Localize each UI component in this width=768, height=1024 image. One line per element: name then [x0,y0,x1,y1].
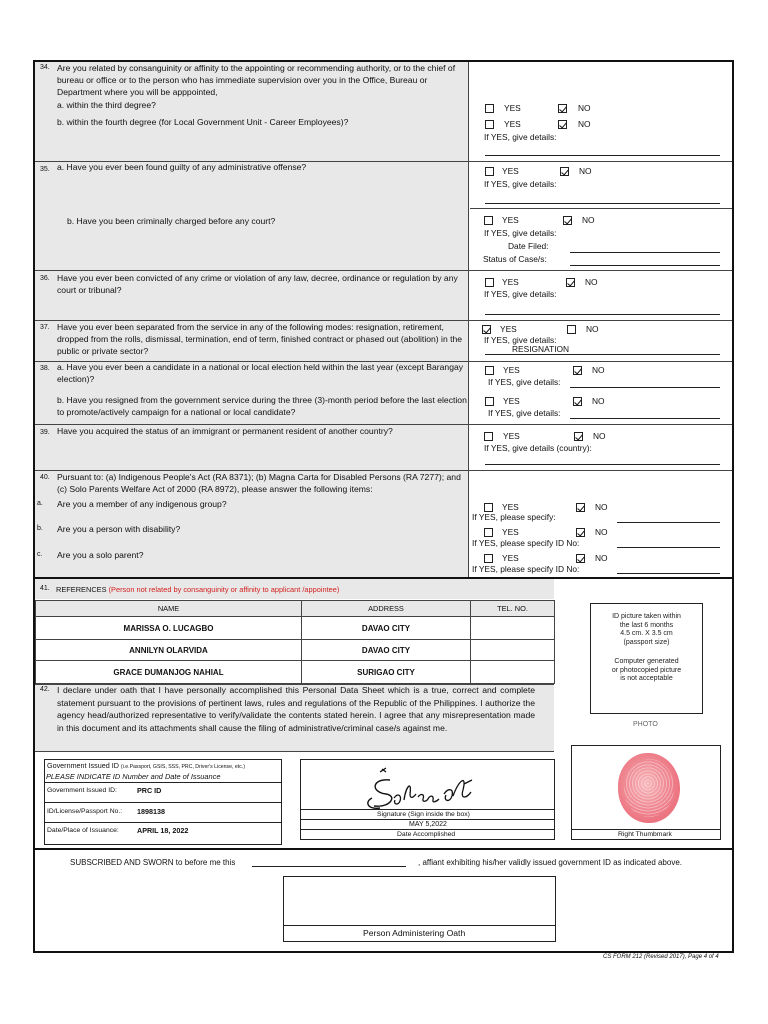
q42-number: 42. [40,686,50,693]
q39-no-checkbox[interactable] [574,432,583,441]
photo-instr-7: is not acceptable [620,675,673,682]
divider [44,782,282,783]
q40-a-text: Are you a member of any indigenous group? [57,499,227,509]
q38b-no-checkbox[interactable] [573,397,582,406]
q40b-no-checkbox[interactable] [576,528,585,537]
q35a-details-label: If YES, give details: [484,179,557,189]
q42-text: I declare under oath that I have personally accomplished this Personal Data Sheet which is a true, correct and complete statement pursuant to the provisions of pertinent laws, rules and regulations of the Republic of the Philippines. I authorize the agency head/authorized representative to verify/validate the contents stated herein. I agree that any misrepresentation made in this document and its attachments shall cause the filing of administrative/criminal case/s against me. [57,685,535,733]
q35-b-text: b. Have you been criminally charged before any court? [67,216,276,226]
gov-id-date-label: Date/Place of Issuance: [47,827,119,834]
divider [44,802,282,803]
gov-id-value: PRC ID [137,786,162,795]
q35a-details-line[interactable] [485,203,720,204]
q35a-no-label: NO [579,166,592,176]
q38-number: 38. [40,365,50,372]
q40a-yes-checkbox[interactable] [484,503,493,512]
q34-details-label: If YES, give details: [484,132,557,142]
q36-number: 36. [40,275,50,282]
ref-row3-address: SURIGAO CITY [301,660,471,684]
q40b-specify-line[interactable] [617,547,720,548]
q39-details-label: If YES, give details (country): [484,443,592,453]
q40b-yes-label: YES [502,527,519,537]
q40a-no-label: NO [595,502,608,512]
q35a-yes-label: YES [502,166,519,176]
q37-no-label: NO [586,324,599,334]
divider [44,822,282,823]
oath-suffix: , affiant exhibiting his/her validly issued government ID as indicated above. [418,858,683,867]
signature-caption: Signature (Sign inside the box) [377,811,470,818]
ref-row3-name: GRACE DUMANJOG NAHIAL [35,660,302,684]
divider [300,819,555,820]
q40a-no-checkbox[interactable] [576,503,585,512]
q34-text: Are you related by consanguinity or affinity to the appointing or recommending authority, or to the chief of bureau or office or to the person who has immediate supervision over you in the Office, Bureau or Department where you will be apppointed, [57,63,456,97]
q35b-no-label: NO [582,215,595,225]
q34b-yes-label: YES [504,119,521,129]
q37-number: 37. [40,324,50,331]
ref-header-tel: TEL. NO. [470,600,555,617]
divider [300,809,555,810]
q35b-yes-label: YES [502,215,519,225]
q36-details-line[interactable] [485,314,720,315]
q38-a-text: a. Have you ever been a candidate in a national or local election held within the last year (except Barangay election)? [57,362,464,384]
ref-row1-tel [470,616,555,640]
q40-b-text: Are you a person with disability? [57,524,181,534]
ref-row3-tel [470,660,555,684]
q34-number: 34. [40,64,50,71]
q35a-no-checkbox[interactable] [560,167,569,176]
q39-yes-checkbox[interactable] [484,432,493,441]
divider [283,925,556,926]
ref-header-name: NAME [35,600,302,617]
q40c-no-label: NO [595,553,608,563]
q40c-yes-checkbox[interactable] [484,554,493,563]
q40a-yes-label: YES [502,502,519,512]
q35-number: 35. [40,166,50,173]
gov-id-title-note: (i.e.Passport, GSIS, SSS, PRC, Driver's License, etc.) [120,764,246,770]
q39-no-label: NO [593,431,606,441]
q38a-no-label: NO [592,365,605,375]
gov-id-date-value: APRIL 18, 2022 [137,826,189,835]
q37-text: Have you ever been separated from the service in any of the following modes: resignation, retirement, dropped from the rolls, dismissal, termination, end of term, finished contract or phased out (abolition) in the public or private sector? [57,322,463,356]
photo-instr-3: 4.5 cm. X 3.5 cm [620,630,673,637]
q38b-yes-checkbox[interactable] [485,397,494,406]
ref-row1-name: MARISSA O. LUCAGBO [35,616,302,640]
gov-id-num-label: ID/License/Passport No.: [47,808,123,815]
oath-prefix: SUBSCRIBED AND SWORN to before me this [70,858,236,867]
q34a-no-label: NO [578,103,591,113]
q39-details-line[interactable] [485,464,720,465]
divider [33,848,734,850]
q36-no-label: NO [585,277,598,287]
q34b-no-checkbox[interactable] [558,120,567,129]
q40-a-letter: a. [37,500,43,507]
q34b-no-label: NO [578,119,591,129]
q39-number: 39. [40,429,50,436]
divider [470,208,732,209]
q40b-specify-label: If YES, please specify ID No: [472,538,580,548]
divider [300,829,555,830]
q41-title: REFERENCES [56,585,107,594]
q38a-yes-label: YES [503,365,520,375]
q41-title-line [56,585,339,594]
q40a-specify-label: If YES, please specify: [472,512,556,522]
q35b-no-checkbox[interactable] [563,216,572,225]
gov-id-title-line [47,761,245,770]
q37-yes-checkbox[interactable] [482,325,491,334]
oath-box-caption: Person Administering Oath [363,928,466,938]
photo-label: PHOTO [633,721,658,728]
q35b-status-label: Status of Case/s: [483,254,547,264]
q34a-yes-checkbox[interactable] [485,104,494,113]
q38b-no-label: NO [592,396,605,406]
ref-header-address: ADDRESS [301,600,471,617]
q34-a-text: a. within the third degree? [57,100,156,110]
q40-c-text: Are you a solo parent? [57,550,144,560]
date-accomplished-caption: Date Accomplished [397,831,456,838]
q41-note: (Person not related by consanguinity or affinity to applicant /appointee) [108,585,340,594]
q34-details-line[interactable] [485,155,720,156]
q38-b-text: b. Have you resigned from the government service during the three (3)-month period before the last election to promote/actively campaign for a national or local candidate? [57,395,467,417]
q37-no-checkbox[interactable] [567,325,576,334]
q35b-details-label: If YES, give details: [484,228,557,238]
q37-details-label: If YES, give details: [484,335,557,345]
gov-id-title: Government Issued ID [47,761,119,770]
photo-box [590,603,703,714]
q34-b-text: b. within the fourth degree (for Local Government Unit - Career Employees)? [57,117,349,127]
q38a-details-line[interactable] [570,387,720,388]
gov-id-instruction: PLEASE INDICATE ID Number and Date of Issuance [46,772,221,781]
q40c-specify-line[interactable] [617,573,720,574]
q38b-details-label: If YES, give details: [488,408,561,418]
q41-number: 41. [40,585,50,592]
q36-details-label: If YES, give details: [484,289,557,299]
thumbmark-caption: Right Thumbmark [618,831,672,838]
q40c-yes-label: YES [502,553,519,563]
q37-details-line[interactable] [485,354,720,355]
date-accomplished-value: MAY 5,2022 [409,821,447,828]
q38b-details-line[interactable] [570,418,720,419]
q35-a-text: a. Have you ever been found guilty of any administrative offense? [57,162,307,172]
q37-details-value: RESIGNATION [512,344,570,354]
signature-icon [360,764,490,814]
q40b-yes-checkbox[interactable] [484,528,493,537]
q39-yes-label: YES [503,431,520,441]
ref-row2-tel [470,639,555,661]
q38a-no-checkbox[interactable] [573,366,582,375]
q36-text: Have you ever been convicted of any crime or violation of any law, decree, ordinance or regulation by any court or tribunal? [57,273,458,295]
q40c-specify-label: If YES, please specify ID No: [472,564,580,574]
q38a-details-label: If YES, give details: [488,377,561,387]
q35b-status-line[interactable] [570,265,720,266]
q34a-no-checkbox[interactable] [558,104,567,113]
form-footer: CS FORM 212 (Revised 2017), Page 4 of 4 [603,954,719,960]
q36-no-checkbox[interactable] [566,278,575,287]
gov-id-label: Government Issued ID: [47,787,117,794]
photo-instr-2: the last 6 months [619,621,674,629]
ref-row1-address: DAVAO CITY [301,616,471,640]
q35b-date-filed-label: Date Filed: [508,241,549,251]
q40-text: Pursuant to: (a) Indigenous People's Act (RA 8371); (b) Magna Carta for Disabled Persons (RA 7277); and (c) Solo Parents Welfare Act of 2000 (RA 8972), please answer the following items: [57,472,461,494]
photo-instr-6: or photocopied picture [611,666,682,674]
q35b-date-filed-line[interactable] [570,252,720,253]
photo-instr-1: ID picture taken within [612,613,681,620]
q34a-yes-label: YES [504,103,521,113]
q40-c-letter: c. [37,551,43,558]
q37-yes-label: YES [500,324,517,334]
q38a-yes-checkbox[interactable] [485,366,494,375]
q35b-yes-checkbox[interactable] [484,216,493,225]
q39-text: Have you acquired the status of an immigrant or permanent resident of another country? [57,426,393,436]
q36-yes-checkbox[interactable] [485,278,494,287]
oath-date-line[interactable] [252,866,406,867]
q34b-yes-checkbox[interactable] [485,120,494,129]
photo-instr-4: (passport size) [623,638,670,646]
q40-number: 40. [40,474,50,481]
q35a-yes-checkbox[interactable] [485,167,494,176]
ref-row2-name: ANNILYN OLARVIDA [35,639,302,661]
q40b-no-label: NO [595,527,608,537]
gov-id-num-value: 1898138 [137,807,165,816]
q38b-yes-label: YES [503,396,520,406]
divider [571,829,721,830]
q40a-specify-line[interactable] [617,522,720,523]
q40c-no-checkbox[interactable] [576,554,585,563]
q36-yes-label: YES [502,277,519,287]
ref-row2-address: DAVAO CITY [301,639,471,661]
q40-b-letter: b. [37,525,43,532]
photo-instr-5: Computer generated [614,658,679,665]
thumbprint-image [618,753,680,823]
